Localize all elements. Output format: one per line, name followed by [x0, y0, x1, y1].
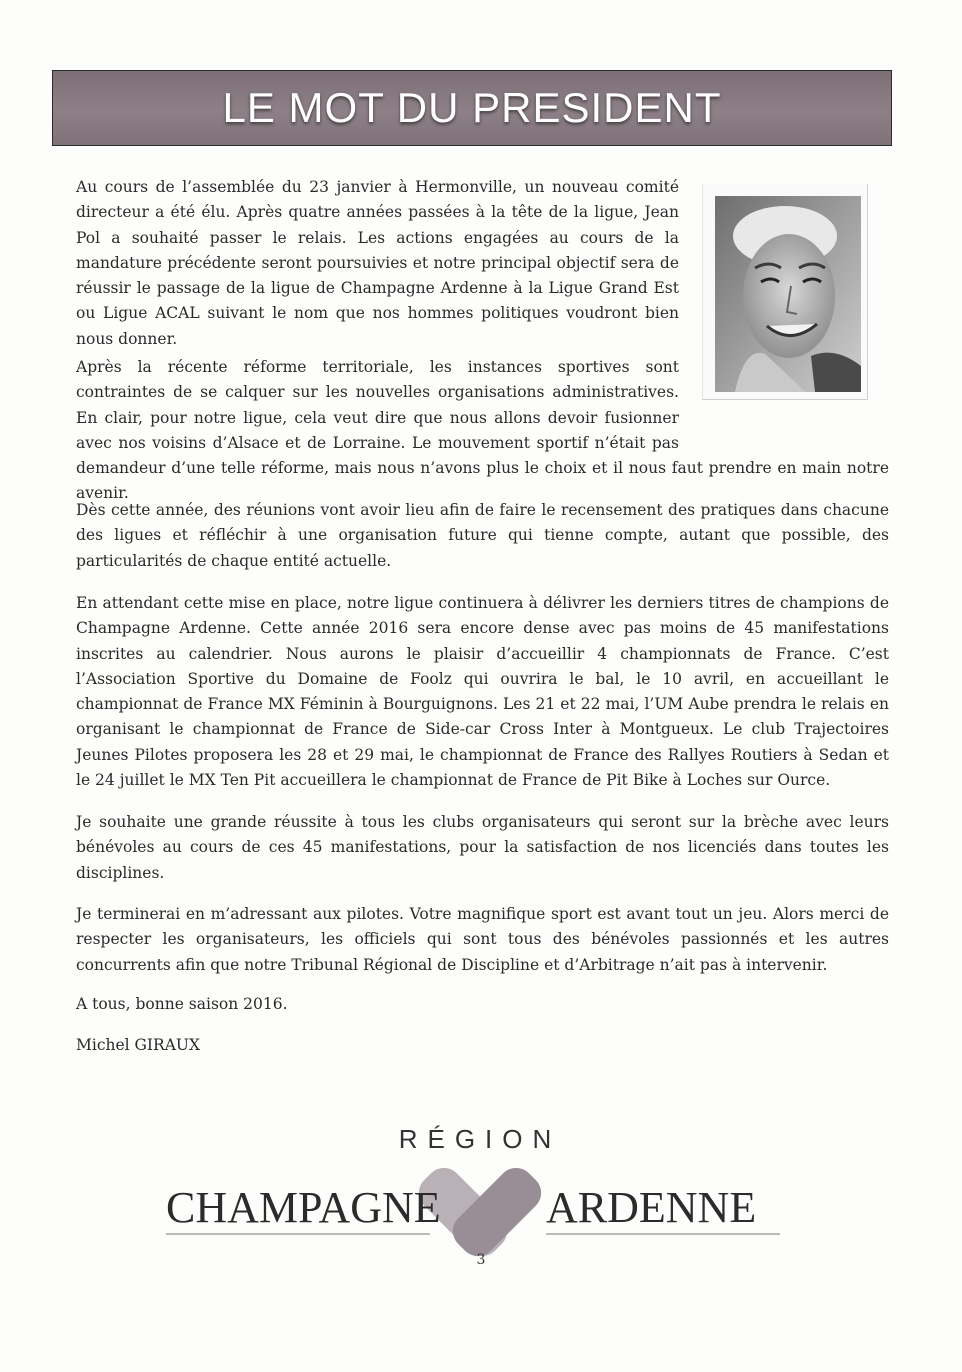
logo-left-text: CHAMPAGNE: [166, 1183, 441, 1232]
signature: Michel GIRAUX: [76, 1036, 201, 1054]
paragraph-5: Je souhaite une grande réussite à tous les clubs organisateurs qui seront sur la brèche avec leurs bénévoles au cours de ces 45 manifestations, pour la satisfaction de nos licenciés dans toutes les disciplines.: [76, 813, 889, 882]
paragraph-3: Dès cette année, des réunions vont avoir lieu afin de faire le recensement des pratiques dans chacune des ligues et réfléchir à une organisation future qui tienne compte, autant que possible, des particularités de chaque entité actuelle.: [76, 501, 889, 570]
paragraph-4: En attendant cette mise en place, notre ligue continuera à délivrer les derniers titres de champions de Champagne Ardenne. Cette année 2016 sera encore dense avec pas moins de 45 manifestations inscrites au calendrier. Nous aurons le plaisir d’accueillir 4 championnats de France. C’est l’Association Sportive du Domaine de Foolz qui ouvrira le bal, le 10 avril, en accueillant le championnat de France MX Féminin à Bourguignons. Les 21 et 22 mai, l’UM Aube prendra le relais en organisant le championnat de France de Side-car Cross Inter à Montgueux. Le club Trajectoires Jeunes Pilotes proposera les 28 et 29 mai, le championnat de France des Rallyes Routiers à Sedan et le 24 juillet le MX Ten Pit accueillera le championnat de France de Pit Bike à Loches sur Ource.: [76, 594, 889, 790]
logo-right-text: ARDENNE: [546, 1183, 757, 1232]
page-title: LE MOT DU PRESIDENT: [222, 84, 722, 131]
paragraph-1: Au cours de l’assemblée du 23 janvier à Hermonville, un nouveau comité directeur a été élu. Après quatre années passées à la tête de la ligue, Jean Pol a souhaité passer le relais. Les actions engagées au cours de la mandature précédente seront poursuivies et notre principal objectif sera de réussir le passage de la ligue de Champagne Ardenne à la Ligue Grand Est ou Ligue ACAL suivant le nom que nos hommes politiques voudront bien nous donner.: [76, 178, 679, 348]
page-number: 3: [476, 1252, 486, 1268]
closing-line: A tous, bonne saison 2016.: [76, 995, 288, 1013]
logo-region-text: RÉGION: [398, 1124, 562, 1154]
paragraph-2-text: Après la récente réforme territoriale, les instances sportives sont contraintes de se calquer sur les nouvelles organisations administratives. En clair, pour notre ligue, cela veut dire que nous allons devoir fusionner avec nos voisins d’Alsace et de Lorraine. Le mouvement sportif n’était pas demandeur d’une telle réforme, mais nous n’avons plus le choix et il nous faut prendre en main notre avenir.: [76, 358, 889, 503]
paragraph-2: [76, 355, 889, 507]
title-banner: [52, 70, 892, 146]
paragraph-6: Je terminerai en m’adressant aux pilotes. Votre magnifique sport est avant tout un jeu. Alors merci de respecter les organisateurs, les officiels qui sont tous des bénévoles passionnés et les autres concurrents afin que notre Tribunal Régional de Discipline et d’Arbitrage n’ait pas à intervenir.: [76, 905, 889, 974]
